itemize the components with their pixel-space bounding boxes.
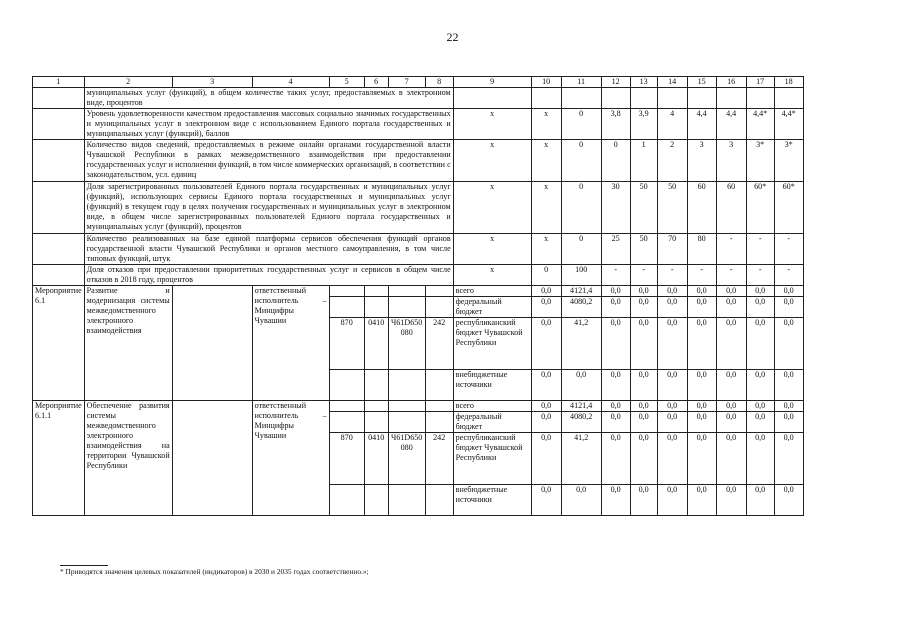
empty-cell xyxy=(425,297,453,318)
indicator-row xyxy=(33,140,804,182)
funding-value: 0,0 xyxy=(746,318,774,370)
funding-value: 0,0 xyxy=(746,412,774,433)
indicator-name: Уровень удовлетворенности качеством предоставления массовых социально значимых государственных и муниципальных услуг в электронном виде с использованием Единого портала государственных и муниципальных услуг (функций), баллов xyxy=(84,109,453,140)
event-executor: ответственный исполнитель – Минцифры Чувашии xyxy=(252,401,329,516)
funding-source: внебюджетные источники xyxy=(453,370,531,401)
funding-value: 0,0 xyxy=(657,297,687,318)
funding-value: 0,0 xyxy=(774,318,803,370)
indicator-value: 50 xyxy=(630,182,657,234)
funding-value: 0,0 xyxy=(630,286,657,297)
empty-cell xyxy=(425,485,453,516)
indicator-name: Доля зарегистрированных пользователей Единого портала государственных и муниципальных услуг (функций), использующих сервисы Единого портала государственных и муниципальных услуг (функций) в текущем году в целях получения государственных и муниципальных услуг в электронном виде, в общем числе зарегистрированных пользователей Единого портала государственных и муниципальных услуг (функций), процентов xyxy=(84,182,453,234)
funding-value: 0,0 xyxy=(531,286,561,297)
vr-code: 242 xyxy=(425,433,453,485)
indicator-value: 0 xyxy=(561,182,601,234)
funding-value: 0,0 xyxy=(630,401,657,412)
funding-value: 0,0 xyxy=(774,412,803,433)
indicator-row xyxy=(33,265,804,286)
indicator-value: 50 xyxy=(657,182,687,234)
funding-value: 0,0 xyxy=(531,370,561,401)
column-header: 1 xyxy=(33,77,85,88)
funding-value: 0,0 xyxy=(687,370,716,401)
funding-value: 0,0 xyxy=(746,401,774,412)
indicator-value: 4,4 xyxy=(687,109,716,140)
empty-cell xyxy=(601,88,630,109)
funding-value: 41,2 xyxy=(561,433,601,485)
indicator-row xyxy=(33,88,804,109)
indicator-value: x xyxy=(453,109,531,140)
indicator-value: 3* xyxy=(774,140,803,182)
indicator-name: Количество видов сведений, предоставляемых в режиме онлайн органами государственной власти Чувашской Республики в рамках межведомственного взаимодействия при предоставлении государственных услуг и исполнении функций, в том числе коммерческих организаций, в соответствии с законодательством, усл. единиц xyxy=(84,140,453,182)
column-header: 15 xyxy=(687,77,716,88)
funding-source: всего xyxy=(453,286,531,297)
funding-value: 0,0 xyxy=(657,485,687,516)
empty-cell xyxy=(33,88,85,109)
csr-code: Ч61D650080 xyxy=(388,318,425,370)
empty-cell xyxy=(329,401,364,412)
indicator-value: x xyxy=(531,140,561,182)
funding-value: 0,0 xyxy=(746,286,774,297)
funding-value: 0,0 xyxy=(601,485,630,516)
funding-row xyxy=(33,286,804,297)
indicator-value: x xyxy=(453,182,531,234)
funding-value: 0,0 xyxy=(716,433,746,485)
indicator-name: Количество реализованных на базе единой платформы сервисов обеспечения функций органов государственной власти Чувашской Республики и органов местного самоуправления, в том числе типовых функций, штук xyxy=(84,234,453,265)
indicator-value: 60 xyxy=(687,182,716,234)
indicator-value: 100 xyxy=(561,265,601,286)
funding-value: 0,0 xyxy=(716,412,746,433)
funding-value: 0,0 xyxy=(687,412,716,433)
funding-value: 0,0 xyxy=(630,297,657,318)
column-header: 8 xyxy=(425,77,453,88)
empty-cell xyxy=(33,265,85,286)
funding-value: 0,0 xyxy=(716,485,746,516)
column-header: 5 xyxy=(329,77,364,88)
event-code: Мероприятие 6.1 xyxy=(33,286,85,401)
footnote-divider xyxy=(60,565,108,566)
indicator-value: - xyxy=(657,265,687,286)
indicator-row xyxy=(33,182,804,234)
indicator-value: 4 xyxy=(657,109,687,140)
funding-value: 0,0 xyxy=(774,297,803,318)
funding-source: внебюджетные источники xyxy=(453,485,531,516)
indicator-value: 1 xyxy=(630,140,657,182)
indicator-value: 3 xyxy=(716,140,746,182)
funding-value: 0,0 xyxy=(687,286,716,297)
indicator-value: - xyxy=(630,265,657,286)
indicator-value: 60* xyxy=(774,182,803,234)
funding-value: 0,0 xyxy=(687,318,716,370)
indicator-value: 4,4* xyxy=(746,109,774,140)
empty-cell xyxy=(364,412,388,433)
program-table xyxy=(32,76,804,516)
indicator-value: 25 xyxy=(601,234,630,265)
rzpr-code: 0410 xyxy=(364,318,388,370)
empty-cell xyxy=(329,286,364,297)
funding-value: 0,0 xyxy=(630,370,657,401)
empty-cell xyxy=(172,401,252,516)
indicator-value: 0 xyxy=(561,140,601,182)
funding-value: 0,0 xyxy=(630,485,657,516)
funding-value: 0,0 xyxy=(716,286,746,297)
indicator-row xyxy=(33,234,804,265)
indicator-value: 60* xyxy=(746,182,774,234)
indicator-value: x xyxy=(453,140,531,182)
empty-cell xyxy=(657,88,687,109)
funding-value: 0,0 xyxy=(716,370,746,401)
funding-value: 0,0 xyxy=(746,433,774,485)
event-executor: ответственный исполнитель – Минцифры Чувашии xyxy=(252,286,329,401)
funding-value: 0,0 xyxy=(531,412,561,433)
column-header: 16 xyxy=(716,77,746,88)
indicator-value: - xyxy=(716,234,746,265)
csr-code: Ч61D650080 xyxy=(388,433,425,485)
vr-code: 242 xyxy=(425,318,453,370)
indicator-value: x xyxy=(531,234,561,265)
empty-cell xyxy=(388,412,425,433)
empty-cell xyxy=(774,88,803,109)
funding-value: 0,0 xyxy=(531,433,561,485)
empty-cell xyxy=(425,401,453,412)
indicator-value: 60 xyxy=(716,182,746,234)
funding-value: 0,0 xyxy=(774,401,803,412)
indicator-value: - xyxy=(774,265,803,286)
indicator-row xyxy=(33,109,804,140)
column-header: 17 xyxy=(746,77,774,88)
funding-value: 0,0 xyxy=(746,485,774,516)
column-header: 4 xyxy=(252,77,329,88)
column-header: 12 xyxy=(601,77,630,88)
funding-value: 0,0 xyxy=(716,318,746,370)
column-header: 9 xyxy=(453,77,531,88)
funding-value: 0,0 xyxy=(716,297,746,318)
empty-cell xyxy=(364,297,388,318)
indicator-value: - xyxy=(687,265,716,286)
funding-value: 0,0 xyxy=(657,401,687,412)
empty-cell xyxy=(33,234,85,265)
indicator-value: - xyxy=(746,265,774,286)
funding-value: 0,0 xyxy=(687,433,716,485)
funding-source: республиканский бюджет Чувашской Республики xyxy=(453,318,531,370)
funding-value: 0,0 xyxy=(531,485,561,516)
column-header: 2 xyxy=(84,77,172,88)
event-name: Развитие и модернизация системы межведомственного электронного взаимодействия xyxy=(84,286,172,401)
empty-cell xyxy=(364,485,388,516)
empty-cell xyxy=(388,485,425,516)
funding-value: 0,0 xyxy=(657,412,687,433)
empty-cell xyxy=(364,401,388,412)
event-name: Обеспечение развития системы межведомственного электронного взаимодействия на территории Чувашской Республики xyxy=(84,401,172,516)
indicator-value: 0 xyxy=(561,234,601,265)
indicator-value: 0 xyxy=(601,140,630,182)
funding-value: 4121,4 xyxy=(561,401,601,412)
funding-source: федеральный бюджет xyxy=(453,297,531,318)
funding-source: всего xyxy=(453,401,531,412)
empty-cell xyxy=(172,286,252,401)
indicator-value: x xyxy=(531,109,561,140)
funding-value: 0,0 xyxy=(687,297,716,318)
funding-value: 0,0 xyxy=(657,318,687,370)
indicator-value: 0 xyxy=(561,109,601,140)
funding-value: 0,0 xyxy=(774,485,803,516)
funding-value: 0,0 xyxy=(630,433,657,485)
funding-value: 0,0 xyxy=(774,370,803,401)
empty-cell xyxy=(687,88,716,109)
empty-cell xyxy=(364,370,388,401)
indicator-value: 80 xyxy=(687,234,716,265)
empty-cell xyxy=(388,401,425,412)
funding-row xyxy=(33,401,804,412)
column-header: 3 xyxy=(172,77,252,88)
funding-value: 0,0 xyxy=(601,370,630,401)
funding-value: 0,0 xyxy=(657,370,687,401)
funding-value: 4080,2 xyxy=(561,412,601,433)
funding-value: 0,0 xyxy=(601,286,630,297)
header-row xyxy=(33,77,804,88)
funding-value: 0,0 xyxy=(746,297,774,318)
funding-value: 0,0 xyxy=(746,370,774,401)
empty-cell xyxy=(329,370,364,401)
indicator-name: Доля отказов при предоставлении приоритетных государственных услуг и сервисов в общем числе отказов в 2018 году, процентов xyxy=(84,265,453,286)
indicator-value: 4,4* xyxy=(774,109,803,140)
empty-cell xyxy=(329,485,364,516)
indicator-value: 4,4 xyxy=(716,109,746,140)
indicator-value: 70 xyxy=(657,234,687,265)
empty-cell xyxy=(364,286,388,297)
funding-value: 0,0 xyxy=(601,433,630,485)
grbs-code: 870 xyxy=(329,318,364,370)
funding-source: республиканский бюджет Чувашской Республики xyxy=(453,433,531,485)
column-header: 6 xyxy=(364,77,388,88)
column-header: 7 xyxy=(388,77,425,88)
indicator-value: - xyxy=(746,234,774,265)
funding-value: 0,0 xyxy=(561,485,601,516)
indicator-value: x xyxy=(531,182,561,234)
empty-cell xyxy=(33,182,85,234)
empty-cell xyxy=(561,88,601,109)
indicator-value: 3* xyxy=(746,140,774,182)
funding-value: 0,0 xyxy=(601,412,630,433)
indicator-value: 0 xyxy=(531,265,561,286)
funding-value: 0,0 xyxy=(657,433,687,485)
empty-cell xyxy=(388,286,425,297)
funding-value: 0,0 xyxy=(561,370,601,401)
indicator-value: 3,8 xyxy=(601,109,630,140)
funding-value: 0,0 xyxy=(601,318,630,370)
empty-cell xyxy=(388,297,425,318)
page-number: 22 xyxy=(446,30,459,44)
column-header: 14 xyxy=(657,77,687,88)
funding-value: 0,0 xyxy=(630,318,657,370)
funding-value: 0,0 xyxy=(601,297,630,318)
empty-cell xyxy=(531,88,561,109)
indicator-value: x xyxy=(453,265,531,286)
funding-value: 0,0 xyxy=(687,401,716,412)
funding-value: 0,0 xyxy=(531,297,561,318)
empty-cell xyxy=(425,370,453,401)
indicator-value: 3 xyxy=(687,140,716,182)
empty-cell xyxy=(746,88,774,109)
footnote: * Приводятся значения целевых показателей (индикаторов) в 2030 и 2035 годах соответственно.»; xyxy=(60,567,369,576)
funding-value: 0,0 xyxy=(774,286,803,297)
funding-value: 4121,4 xyxy=(561,286,601,297)
column-header: 10 xyxy=(531,77,561,88)
event-code: Мероприятие 6.1.1 xyxy=(33,401,85,516)
funding-value: 0,0 xyxy=(531,401,561,412)
empty-cell xyxy=(453,88,531,109)
empty-cell xyxy=(388,370,425,401)
funding-value: 0,0 xyxy=(630,412,657,433)
column-header: 13 xyxy=(630,77,657,88)
indicator-value: x xyxy=(453,234,531,265)
funding-value: 0,0 xyxy=(687,485,716,516)
funding-value: 0,0 xyxy=(716,401,746,412)
indicator-name: муниципальных услуг (функций), в общем количестве таких услуг, предоставляемых в электронном виде, процентов xyxy=(84,88,453,109)
funding-source: федеральный бюджет xyxy=(453,412,531,433)
funding-value: 0,0 xyxy=(774,433,803,485)
funding-value: 0,0 xyxy=(657,286,687,297)
column-header: 18 xyxy=(774,77,803,88)
empty-cell xyxy=(329,412,364,433)
indicator-value: 2 xyxy=(657,140,687,182)
indicator-value: 30 xyxy=(601,182,630,234)
indicator-value: - xyxy=(601,265,630,286)
grbs-code: 870 xyxy=(329,433,364,485)
empty-cell xyxy=(425,286,453,297)
indicator-value: - xyxy=(716,265,746,286)
column-header: 11 xyxy=(561,77,601,88)
funding-value: 4080,2 xyxy=(561,297,601,318)
empty-cell xyxy=(425,412,453,433)
empty-cell xyxy=(33,109,85,140)
rzpr-code: 0410 xyxy=(364,433,388,485)
indicator-value: 3,9 xyxy=(630,109,657,140)
funding-value: 0,0 xyxy=(601,401,630,412)
indicator-value: - xyxy=(774,234,803,265)
funding-value: 41,2 xyxy=(561,318,601,370)
indicator-value: 50 xyxy=(630,234,657,265)
empty-cell xyxy=(630,88,657,109)
empty-cell xyxy=(716,88,746,109)
funding-value: 0,0 xyxy=(531,318,561,370)
empty-cell xyxy=(329,297,364,318)
empty-cell xyxy=(33,140,85,182)
